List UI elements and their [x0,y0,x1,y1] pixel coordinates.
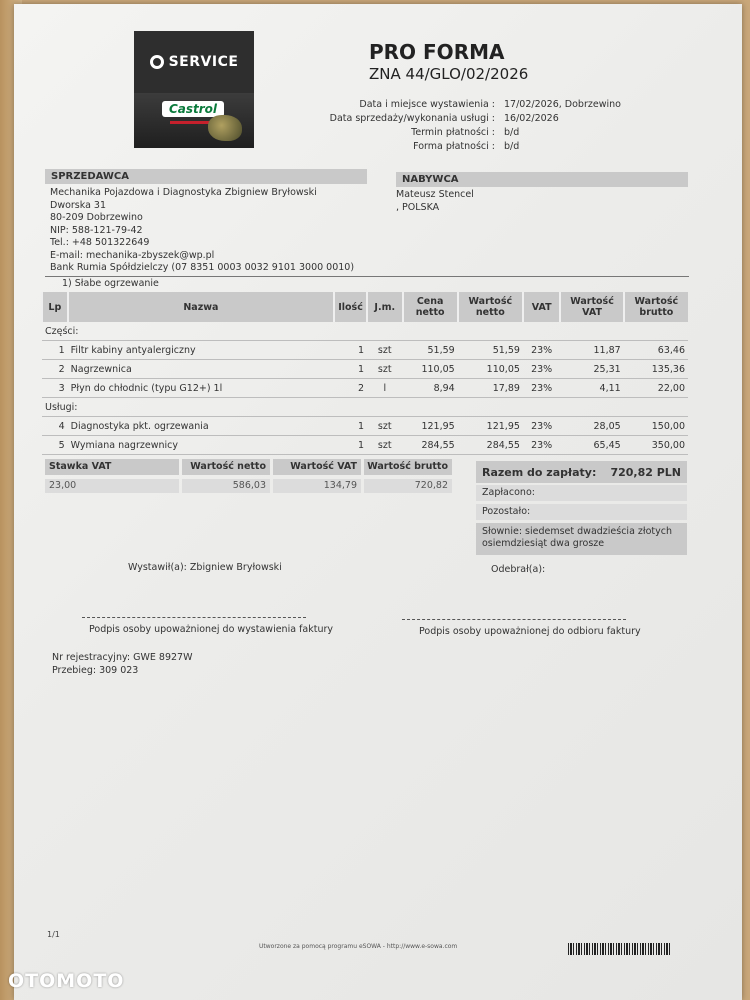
cell-vat-value: 11,87 [560,341,623,360]
cell-unit: szt [367,417,403,436]
meta-due-date-value: b/d [504,127,520,138]
vat-gross-value: 720,82 [364,479,452,493]
meta-sale-date-label: Data sprzedaży/wykonania usługi : [329,113,495,124]
buyer-country: , POLSKA [396,201,440,213]
total-to-pay [476,461,687,483]
q-service-icon [150,55,164,69]
cell-vat: 23% [523,360,560,379]
cell-vat-value: 4,11 [560,379,623,398]
cell-vat: 23% [523,379,560,398]
cell-vat: 23% [523,436,560,455]
cell-lp: 5 [42,436,68,455]
issuer-caption: Podpis osoby upoważnionej do wystawienia faktury [89,624,334,635]
table-row [42,360,688,379]
receiver-signature-line [402,619,626,620]
cell-gross: 63,46 [624,341,688,360]
receiver-caption: Podpis osoby upoważnionej do odbioru faktury [419,626,641,637]
items-table [41,292,688,455]
total-value: 720,82 PLN [610,465,681,479]
invoice-page [14,4,742,1000]
cell-unit: szt [367,341,403,360]
barcode [568,943,671,955]
table-row [42,379,688,398]
cell-qty: 1 [334,436,367,455]
cell-lp: 4 [42,417,68,436]
vehicle-registration: Nr rejestracyjny: GWE 8927W [52,652,193,663]
buyer-heading: NABYWCA [396,172,688,187]
cell-net-value: 284,55 [458,436,523,455]
cell-name: Filtr kabiny antyalergiczny [68,341,334,360]
table-row [42,417,688,436]
cell-net-value: 17,89 [458,379,523,398]
cell-net-value: 110,05 [458,360,523,379]
cell-gross: 150,00 [624,417,688,436]
section-row-parts [42,322,688,341]
amount-in-words: Słownie: siedemset dwadzieścia złotych osiemdziesiąt dwa grosze [476,523,687,555]
col-name: Nazwa [68,292,334,322]
table-row [42,436,688,455]
cell-vat-value: 28,05 [560,417,623,436]
cell-gross: 135,36 [624,360,688,379]
vat-summary-row [45,479,461,493]
section-row-services [42,398,688,417]
cell-lp: 3 [42,379,68,398]
generator-footer: Utworzone za pomocą programu eSOWA - http://www.e-sowa.com [259,943,458,950]
col-vat: VAT [523,292,560,322]
col-gross: Wartość brutto [624,292,688,322]
seller-street: Dworska 31 [50,199,107,211]
cell-qty: 1 [334,417,367,436]
meta-due-date-label: Termin płatności : [411,127,495,138]
meta-payment-form-value: b/d [504,141,520,152]
cell-name: Nagrzewnica [68,360,334,379]
cell-vat-value: 25,31 [560,360,623,379]
buyer-details [396,189,686,214]
col-vat-value: Wartość VAT [560,292,623,322]
cell-net-price: 121,95 [403,417,458,436]
vehicle-mileage: Przebieg: 309 023 [52,664,139,676]
vat-vat-header: Wartość VAT [273,459,361,475]
cell-gross: 350,00 [624,436,688,455]
remaining-row: Pozostało: [476,504,687,520]
vehicle-info [52,652,192,677]
buyer-name: Mateusz Stencel [396,189,474,200]
cell-qty: 2 [334,379,367,398]
col-net-value: Wartość netto [458,292,523,322]
received-by: Odebrał(a): [491,564,546,575]
seller-email: E-mail: mechanika-zbyszek@wp.pl [50,249,215,261]
castrol-logo: Castrol [162,101,224,117]
vat-vat-value: 134,79 [273,479,361,493]
cell-net-price: 51,59 [403,341,458,360]
cell-qty: 1 [334,360,367,379]
seller-heading: SPRZEDAWCA [45,169,367,184]
seller-phone: Tel.: +48 501322649 [50,237,150,248]
cell-net-price: 8,94 [403,379,458,398]
vat-net-header: Wartość netto [182,459,270,475]
meta-issue-date-label: Data i miejsce wystawienia : [359,99,495,110]
col-net-price: Cena netto [403,292,458,322]
otomoto-watermark: OTOMOTO [8,970,125,992]
col-lp: Lp [42,292,68,322]
cell-name: Płyn do chłodnic (typu G12+) 1l [68,379,334,398]
cell-net-price: 110,05 [403,360,458,379]
meta-issue-date-value: 17/02/2026, Dobrzewino [504,99,621,110]
issuer-signature-line [82,617,306,618]
meta-sale-date-value: 16/02/2026 [504,113,559,124]
cell-gross: 22,00 [624,379,688,398]
order-note: 1) Słabe ogrzewanie [62,278,159,289]
cell-net-price: 284,55 [403,436,458,455]
table-row [42,341,688,360]
cell-lp: 2 [42,360,68,379]
col-unit: J.m. [367,292,403,322]
invoice-meta [14,99,742,159]
vat-net-value: 586,03 [182,479,270,493]
cell-qty: 1 [334,341,367,360]
cell-name: Diagnostyka pkt. ogrzewania [68,417,334,436]
issued-by: Wystawił(a): Zbigniew Bryłowski [128,562,282,573]
cell-vat: 23% [523,341,560,360]
document-title: PRO FORMA [369,40,505,64]
vat-gross-header: Wartość brutto [364,459,452,475]
meta-payment-form-label: Forma płatności : [413,141,495,152]
col-qty: Ilość [334,292,367,322]
cell-net-value: 51,59 [458,341,523,360]
vat-summary [45,459,461,493]
cell-vat-value: 65,45 [560,436,623,455]
table-header-row [42,292,688,322]
page-number: 1/1 [47,930,60,939]
vat-rate-value: 23,00 [45,479,179,493]
seller-bank: Bank Rumia Spółdzielczy (07 8351 0003 0032 9101 3000 0010) [50,262,355,273]
cell-unit: szt [367,360,403,379]
cell-net-value: 121,95 [458,417,523,436]
seller-name: Mechanika Pojazdowa i Diagnostyka Zbigniew Bryłowski [50,187,317,198]
cell-name: Wymiana nagrzewnicy [68,436,334,455]
cell-unit: l [367,379,403,398]
vat-summary-header [45,459,461,475]
seller-details [50,187,370,275]
cell-unit: szt [367,436,403,455]
divider [45,276,689,277]
section-parts: Części: [42,322,688,341]
cell-vat: 23% [523,417,560,436]
logo-brand: SERVICE [168,54,239,70]
document-number: ZNA 44/GLO/02/2026 [369,65,529,83]
total-label: Razem do zapłaty: [482,465,597,479]
cell-lp: 1 [42,341,68,360]
section-services: Usługi: [42,398,688,417]
paid-row: Zapłacono: [476,485,687,501]
vat-rate-header: Stawka VAT [45,459,179,475]
seller-city: 80-209 Dobrzewino [50,212,143,223]
seller-nip: NIP: 588-121-79-42 [50,224,143,236]
